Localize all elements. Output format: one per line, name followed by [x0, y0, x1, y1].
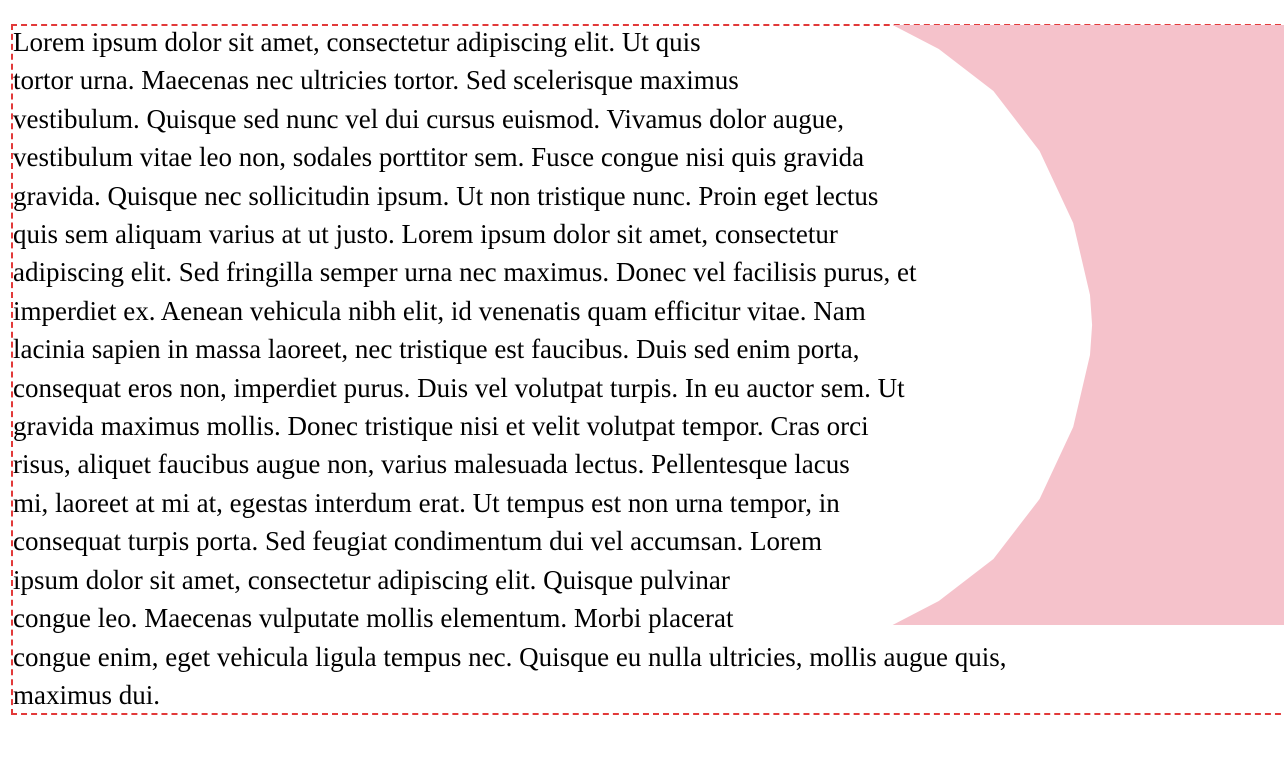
line-17: congue enim, eget vehicula ligula tempus nec. Quisque eu nulla ultricies, mollis augue quis, [13, 641, 1007, 672]
line-3: vestibulum. Quisque sed nunc vel dui cursus euismod. Vivamus dolor augue, [13, 103, 845, 134]
lorem-paragraph [13, 23, 1203, 714]
line-15: ipsum dolor sit amet, consectetur adipiscing elit. Quisque pulvinar [13, 564, 730, 595]
line-11: gravida maximus mollis. Donec tristique nisi et velit volutpat tempor. Cras orci [13, 411, 869, 442]
line-6: quis sem aliquam varius at ut justo. Lorem ipsum dolor sit amet, consectetur [13, 219, 838, 250]
line-8: imperdiet ex. Aenean vehicula nibh elit, id venenatis quam efficitur vitae. Nam [13, 295, 866, 326]
line-4: vestibulum vitae leo non, sodales porttitor sem. Fusce congue nisi quis gravida [13, 142, 865, 173]
line-12: risus, aliquet faucibus augue non, varius malesuada lectus. Pellentesque lacus [13, 449, 850, 480]
line-13: mi, laoreet at mi at, egestas interdum erat. Ut tempus est non urna tempor, in [13, 487, 840, 518]
line-5: gravida. Quisque nec sollicitudin ipsum. Ut non tristique nunc. Proin eget lectus [13, 180, 879, 211]
line-18: maximus dui. [13, 679, 160, 710]
line-16: congue leo. Maecenas vulputate mollis elementum. Morbi placerat [13, 603, 734, 634]
line-14: consequat turpis porta. Sed feugiat condimentum dui vel accumsan. Lorem [13, 526, 823, 557]
line-9: lacinia sapien in massa laoreet, nec tristique est faucibus. Duis sed enim porta, [13, 334, 860, 365]
line-7: adipiscing elit. Sed fringilla semper urna nec maximus. Donec vel facilisis purus, et [13, 257, 917, 288]
line-2: tortor urna. Maecenas nec ultricies tortor. Sed scelerisque maximus [13, 65, 739, 96]
line-10: consequat eros non, imperdiet purus. Duis vel volutpat turpis. In eu auctor sem. Ut [13, 372, 905, 403]
line-1: Lorem ipsum dolor sit amet, consectetur adipiscing elit. Ut quis [13, 27, 701, 57]
